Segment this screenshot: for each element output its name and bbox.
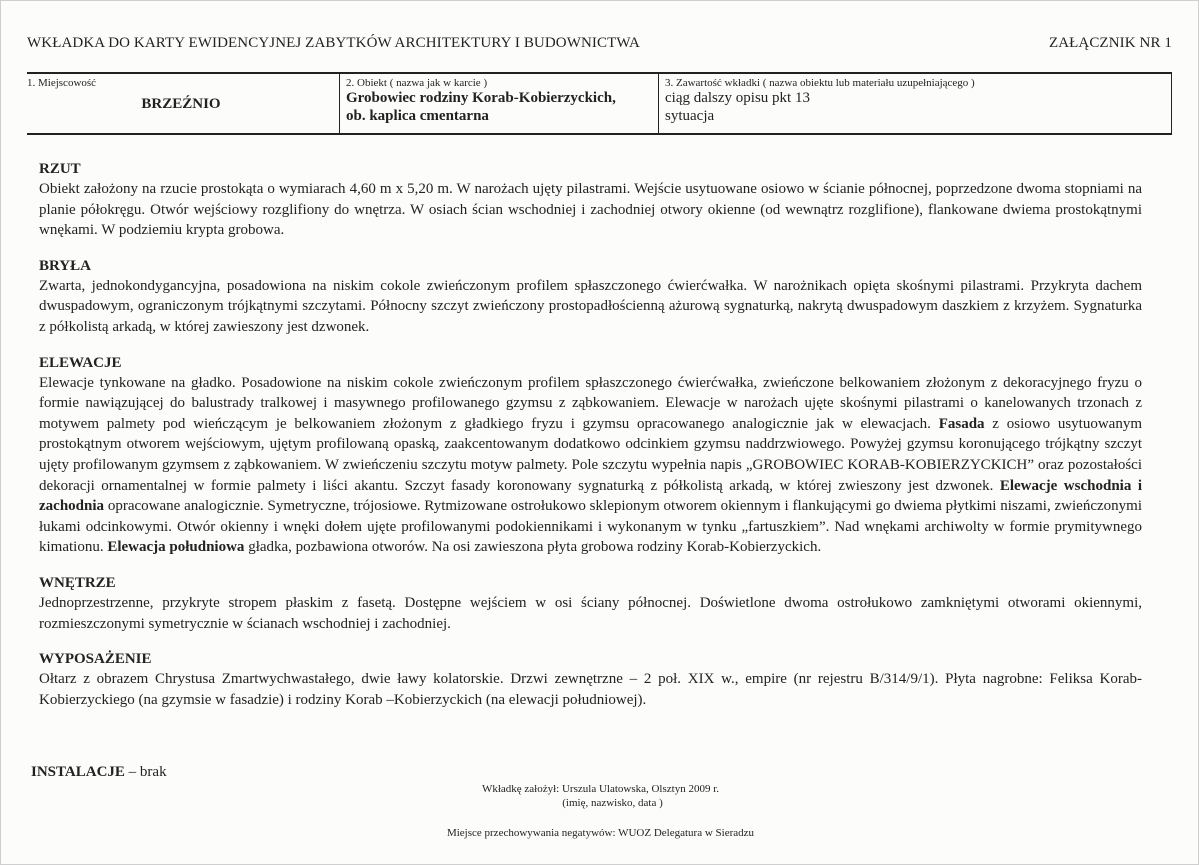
object-name-line2: ob. kaplica cmentarna <box>346 108 489 124</box>
section-heading: INSTALACJE <box>31 764 125 780</box>
document-title: WKŁADKA DO KARTY EWIDENCYJNEJ ZABYTKÓW ARCHITEKTURY I BUDOWNICTWA <box>27 35 640 51</box>
section-heading: ELEWACJE <box>39 354 122 371</box>
author-line: Wkładkę założył: Urszula Ulatowska, Olsztyn 2009 r. <box>481 783 720 795</box>
place-label: 1. Miejscowość <box>27 77 97 89</box>
place-value: BRZEŹNIO <box>141 96 221 112</box>
section-text <box>39 373 1142 558</box>
document-body <box>39 159 1142 725</box>
section-text: Obiekt założony na rzucie prostokąta o wymiarach 4,60 m x 5,20 m. W narożach ujęty pilastrami. Wejście usytuowane osiowo w ścianie północnej, poprzedzone dwoma stopniami na planie półokręgu. Otwór wejściowy rozglifiony do wnętrza. W osiach ścian wschodniej i zachodniej otwory okienne (od wewnątrz rozglifione), flankowane dwiema prostokątnymi wnękami. W podziemiu krypta grobowa. <box>39 181 1142 239</box>
section-heading: WYPOSAŻENIE <box>39 651 152 668</box>
section-heading: WNĘTRZE <box>39 574 116 591</box>
author-hint: (imię, nazwisko, data ) <box>562 797 663 809</box>
object-cell <box>339 74 658 133</box>
object-name-line1: Grobowiec rodziny Korab-Kobierzyckich, <box>346 90 616 106</box>
object-label: 2. Obiekt ( nazwa jak w karcie ) <box>346 77 488 89</box>
text-part: Elewacje tynkowane na gładko. Posadowione na niskim cokole zwieńczonym profilem spłaszczonego ćwierćwałka, zwieńczone belkowaniem złożonym z dekoracyjnego fryzu o formie nawiązującej do balustrady tralkowej i masywnego profilowanego gzymsu z ząbkowaniem. Elewacje w narożach ujęte skośnymi pilastrami o kanelowanych trzonach z motywem palmety pod wieńczącym je belkowaniem złożonym z gładkiego fryzu i gzymsu opracowanego analogicznie jak w elewacjach. <box>39 374 1142 432</box>
text-bold: Elewacje wschodnia i zachodnia <box>39 477 1142 515</box>
section-wyposazenie <box>39 649 1142 710</box>
section-heading: RZUT <box>39 161 81 177</box>
document-header <box>27 35 1172 52</box>
content-line2: sytuacja <box>665 108 715 124</box>
content-line1: ciąg dalszy opisu pkt 13 <box>665 90 810 106</box>
text-bold: Elewacja południowa <box>107 539 245 556</box>
section-heading: BRYŁA <box>39 257 91 274</box>
content-label: 3. Zawartość wkładki ( nazwa obiektu lub materiału uzupełniającego ) <box>665 77 975 89</box>
section-text: Ołtarz z obrazem Chrystusa Zmartwychwastałego, dwie ławy kolatorskie. Drzwi zewnętrzne – 2 poł. XIX w., empire (nr rejestru B/314/9/1). Płyta nagrobne: Feliksa Korab-Kobierzyckiego (na gzymsie w fasadzie) i rodziny Korab –Kobierzyckich (na elewacji południowej). <box>39 671 1142 708</box>
text-part: gładka, pozbawiona otworów. Na osi zawieszona płyta grobowa rodziny Korab-Kobierzyckich. <box>244 539 822 556</box>
text-part: opracowane analogicznie. Symetryczne, trójosiowe. Rytmizowane ostrołukowo sklepionym otworem okiennym i flankującymi go dwiema płytkimi niszami, zwieńczonymi łukami odcinkowymi. Otwór okienny i wnęki dołem ujęte profilowanymi podokiennikami i wykonanym w tynku „fartuszkiem”. Nad wnękami archiwolty w formie prymitywnego kimationu. <box>39 498 1142 556</box>
content-cell <box>658 74 1172 133</box>
section-rzut <box>39 159 1142 241</box>
section-text: – brak <box>124 764 167 780</box>
section-instalacje <box>31 764 167 781</box>
section-elewacje <box>39 353 1142 558</box>
section-bryla <box>39 256 1142 338</box>
annex-number: ZAŁĄCZNIK NR 1 <box>1048 35 1172 51</box>
place-cell <box>27 74 339 133</box>
meta-bottom-rule <box>27 133 1172 135</box>
section-text: Jednoprzestrzenne, przykryte stropem płaskim z fasetą. Dostępne wejściem w osi ściany północnej. Doświetlone dwoma ostrołukowo zamkniętymi otworami okiennymi, rozmieszczonymi symetrycznie w ścianach wschodniej i zachodniej. <box>39 594 1142 632</box>
author-note <box>1 782 1199 810</box>
meta-table <box>27 74 1172 133</box>
section-text: Zwarta, jednokondygancyjna, posadowiona na niskim cokole zwieńczonym profilem spłaszczonego ćwierćwałka. W narożnikach opięta skośnymi pilastrami. Przykryta dachem dwuspadowym, ograniczonym trójkątnymi szczytami. Północny szczyt zwieńczony prostopadłościenną ażurową sygnaturką, nakrytą dwuspadowym daszkiem z krzyżem. Sygnaturka z półkolistą arkadą, w której zawieszony jest dzwonek. <box>39 277 1142 335</box>
section-wnetrze <box>39 573 1142 634</box>
storage-note: Miejsce przechowywania negatywów: WUOZ Delegatura w Sieradzu <box>446 827 755 839</box>
text-part: z osiowo usytuowanym prostokątnym otworem wejściowym, ujętym profilowaną opaską, zaakcentowanym dodatkowo odcinkiem gzymsu naddrzwiowego. Powyżej gzymsu koronującego trójkątny szczyt ujęty profilowanym gzymsem z ząbkowaniem. W zwieńczeniu szczytu motyw palmety. Pole szczytu wypełnia napis „GROBOWIEC KORAB-KOBIERZYCKICH” oraz pozostałości dekoracji ornamentalnej w formie palmety i liści akantu. Szczyt fasady koronowany sygnaturką z półkolistą arkadą, w której zwieszony jest dzwonek. <box>39 415 1142 494</box>
text-bold: Fasada <box>938 415 985 432</box>
